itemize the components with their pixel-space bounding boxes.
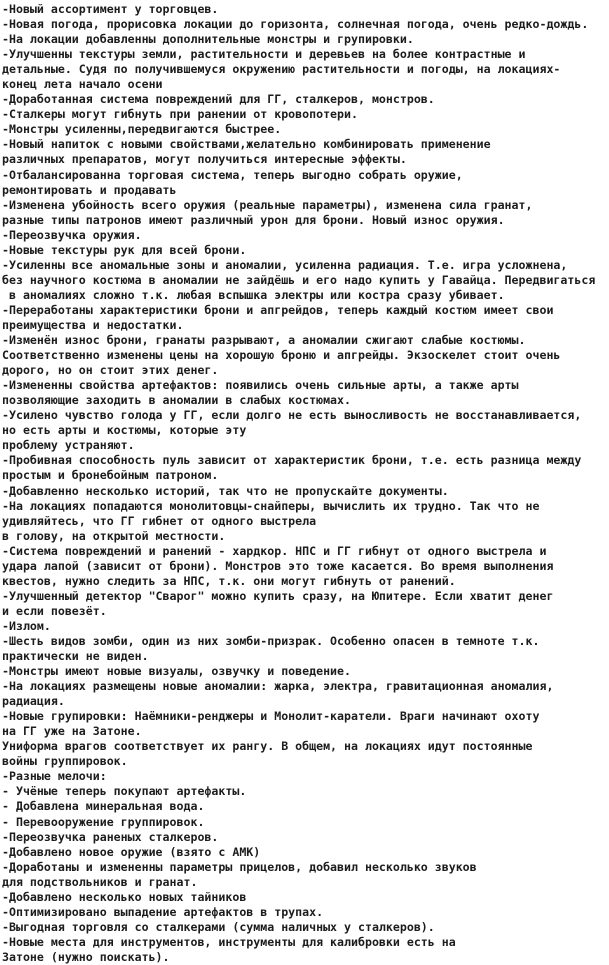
text-line: -Отбалансированна торговая система, теперь выгодно собрать оружие,: [2, 167, 463, 182]
text-line: - Добавлена минеральная вода.: [2, 799, 205, 814]
text-line: -На локации добавленны дополнительные монстры и групировки.: [2, 32, 414, 47]
text-line: -Новые места для инструментов, инструменты для калибровки есть на: [2, 934, 456, 949]
text-line: - Перевооружение группировок.: [2, 814, 205, 829]
text-line: -Излом.: [2, 618, 51, 633]
text-line: квестов, нужно следить за НПС, т.к. они могут гибнуть от ранений.: [2, 573, 456, 588]
text-line: -Добавлено несколько новых тайников: [2, 889, 247, 904]
text-line: -На локациях попадаются монолитовцы-снайперы, вычислить их трудно. Так что не: [2, 498, 540, 513]
text-line: -Выгодная торговля со сталкерами (сумма наличных у сталкеров).: [2, 919, 435, 934]
text-line: -Доработанная система повреждений для ГГ, сталкеров, монстров.: [2, 92, 435, 107]
text-line: Соответственно изменены цены на хорошую броню и апгрейды. Экзоскелет стоит очень: [2, 348, 561, 363]
text-line: удивляйтесь, что ГГ гибнет от одного выстрела: [2, 513, 317, 528]
text-line: -Переозвучка оружия.: [2, 227, 142, 242]
text-line: без научного костюма в аномалии не зайдёшь и его надо купить у Гавайца. Передвигаться: [2, 272, 596, 287]
text-line: -Монстры усиленны,передвигаются быстрее.: [2, 122, 282, 137]
text-line: войны группировок.: [2, 754, 128, 769]
text-line: -Доработаны и измененны параметры прицелов, добавил несколько звуков: [2, 859, 477, 874]
text-line: простым и бронебойным патроном.: [2, 468, 219, 483]
text-line: -Улучшенный детектор "Сварог" можно купить сразу, на Юпитере. Если хватит денег: [2, 588, 554, 603]
text-line: -Улучшенны текстуры земли, растительности и деревьев на более контрастные и: [2, 47, 526, 62]
text-line: проблему устраняют.: [2, 438, 135, 453]
text-line: и если повезёт.: [2, 603, 107, 618]
text-line: в голову, на открытой местности.: [2, 528, 226, 543]
text-line: -Изменён износ брони, гранаты разрывают, а аномалии сжигают слабые костюмы.: [2, 333, 526, 348]
text-line: -Новый напиток с новыми свойствами,желательно комбинировать применение: [2, 137, 491, 152]
text-line: ремонтировать и продавать: [2, 182, 177, 197]
text-line: -Переработаны характеристики брони и апгрейдов, теперь каждый костюм имеет свои: [2, 302, 554, 317]
text-line: детальные. Судя по получившемуся окружению растительности и погоды, на локациях-: [2, 62, 561, 77]
text-line: -Измененны свойства артефактов: появились очень сильные арты, а также арты: [2, 378, 519, 393]
text-line: конец лета начало осени: [2, 77, 163, 92]
text-line: практически не виден.: [2, 649, 149, 664]
text-line: -Оптимизировано выпадение артефактов в трупах.: [2, 904, 324, 919]
text-line: позволяющие заходить в аномалии в слабых костюмах.: [2, 393, 352, 408]
text-line: -Новый ассортимент у торговцев.: [2, 2, 219, 16]
text-line: -Добавленно несколько историй, так что не пропускайте документы.: [2, 483, 449, 498]
text-line: -Система повреждений и ранений - хардкор. НПС и ГГ гибнут от одного выстрела и: [2, 543, 547, 558]
text-line: -Шесть видов зомби, один из них зомби-призрак. Особенно опасен в темноте т.к.: [2, 633, 540, 648]
text-line: -Новая погода, прорисовка локации до горизонта, солнечная погода, очень редко-дождь.: [2, 17, 589, 32]
text-line: преимущества и недостатки.: [2, 317, 184, 332]
text-line: -Монстры имеют новые визуалы, озвучку и поведение.: [2, 664, 352, 679]
text-line: разные типы патронов имеют различный урон для брони. Новый износ оружия.: [2, 212, 505, 227]
text-line: -На локациях размещены новые аномалии: жарка, электра, гравитационная аномалия,: [2, 679, 554, 694]
text-line: -Разные мелочи:: [2, 769, 107, 784]
text-line: -Сталкеры могут гибнуть при ранении от кровопотери.: [2, 107, 358, 122]
text-line: -Новые групировки: Наёмники-ренджеры и Монолит-каратели. Враги начинают охоту: [2, 709, 540, 724]
text-line: -Пробивная способность пуль зависит от характеристик брони, т.е. есть разница между: [2, 453, 582, 468]
text-line: для подствольников и гранат.: [2, 874, 198, 889]
text-line: -Добавлено новое оружие (взято с АМК): [2, 844, 261, 859]
text-line: -Усиленны все аномальные зоны и аномалии, усиленна радиация. Т.е. игра усложнена,: [2, 257, 568, 272]
text-line: -Новые текстуры рук для всей брони.: [2, 242, 247, 257]
document-text: [2, 2, 609, 965]
text-line: радиация.: [2, 694, 65, 709]
text-line: -Изменена убойность всего оружия (реальные параметры), изменена сила гранат,: [2, 197, 533, 212]
text-line: но есть арты и костюмы, которые эту: [2, 423, 247, 438]
text-line: в аномалиях сложно т.к. любая вспышка электры или костра сразу убивает.: [2, 287, 505, 302]
text-line: -Усилено чувство голода у ГГ, если долго не есть выносливость не восстанавливается,: [2, 408, 582, 423]
text-line: различных препаратов, могут получиться интересные эффекты.: [2, 152, 407, 167]
text-line: Униформа врагов соответствует их рангу. В общем, на локациях идут постоянные: [2, 739, 533, 754]
text-line: удара лапой (зависит от брони). Монстров это тоже касается. Во время выполнения: [2, 558, 554, 573]
text-line: -Переозвучка раненых сталкеров.: [2, 829, 219, 844]
text-line: дорого, но он стоит этих денег.: [2, 363, 219, 378]
text-line: Затоне (нужно поискать).: [2, 949, 170, 964]
text-line: на ГГ уже на Затоне.: [2, 724, 142, 739]
text-line: - Учёные теперь покупают артефакты.: [2, 784, 247, 799]
